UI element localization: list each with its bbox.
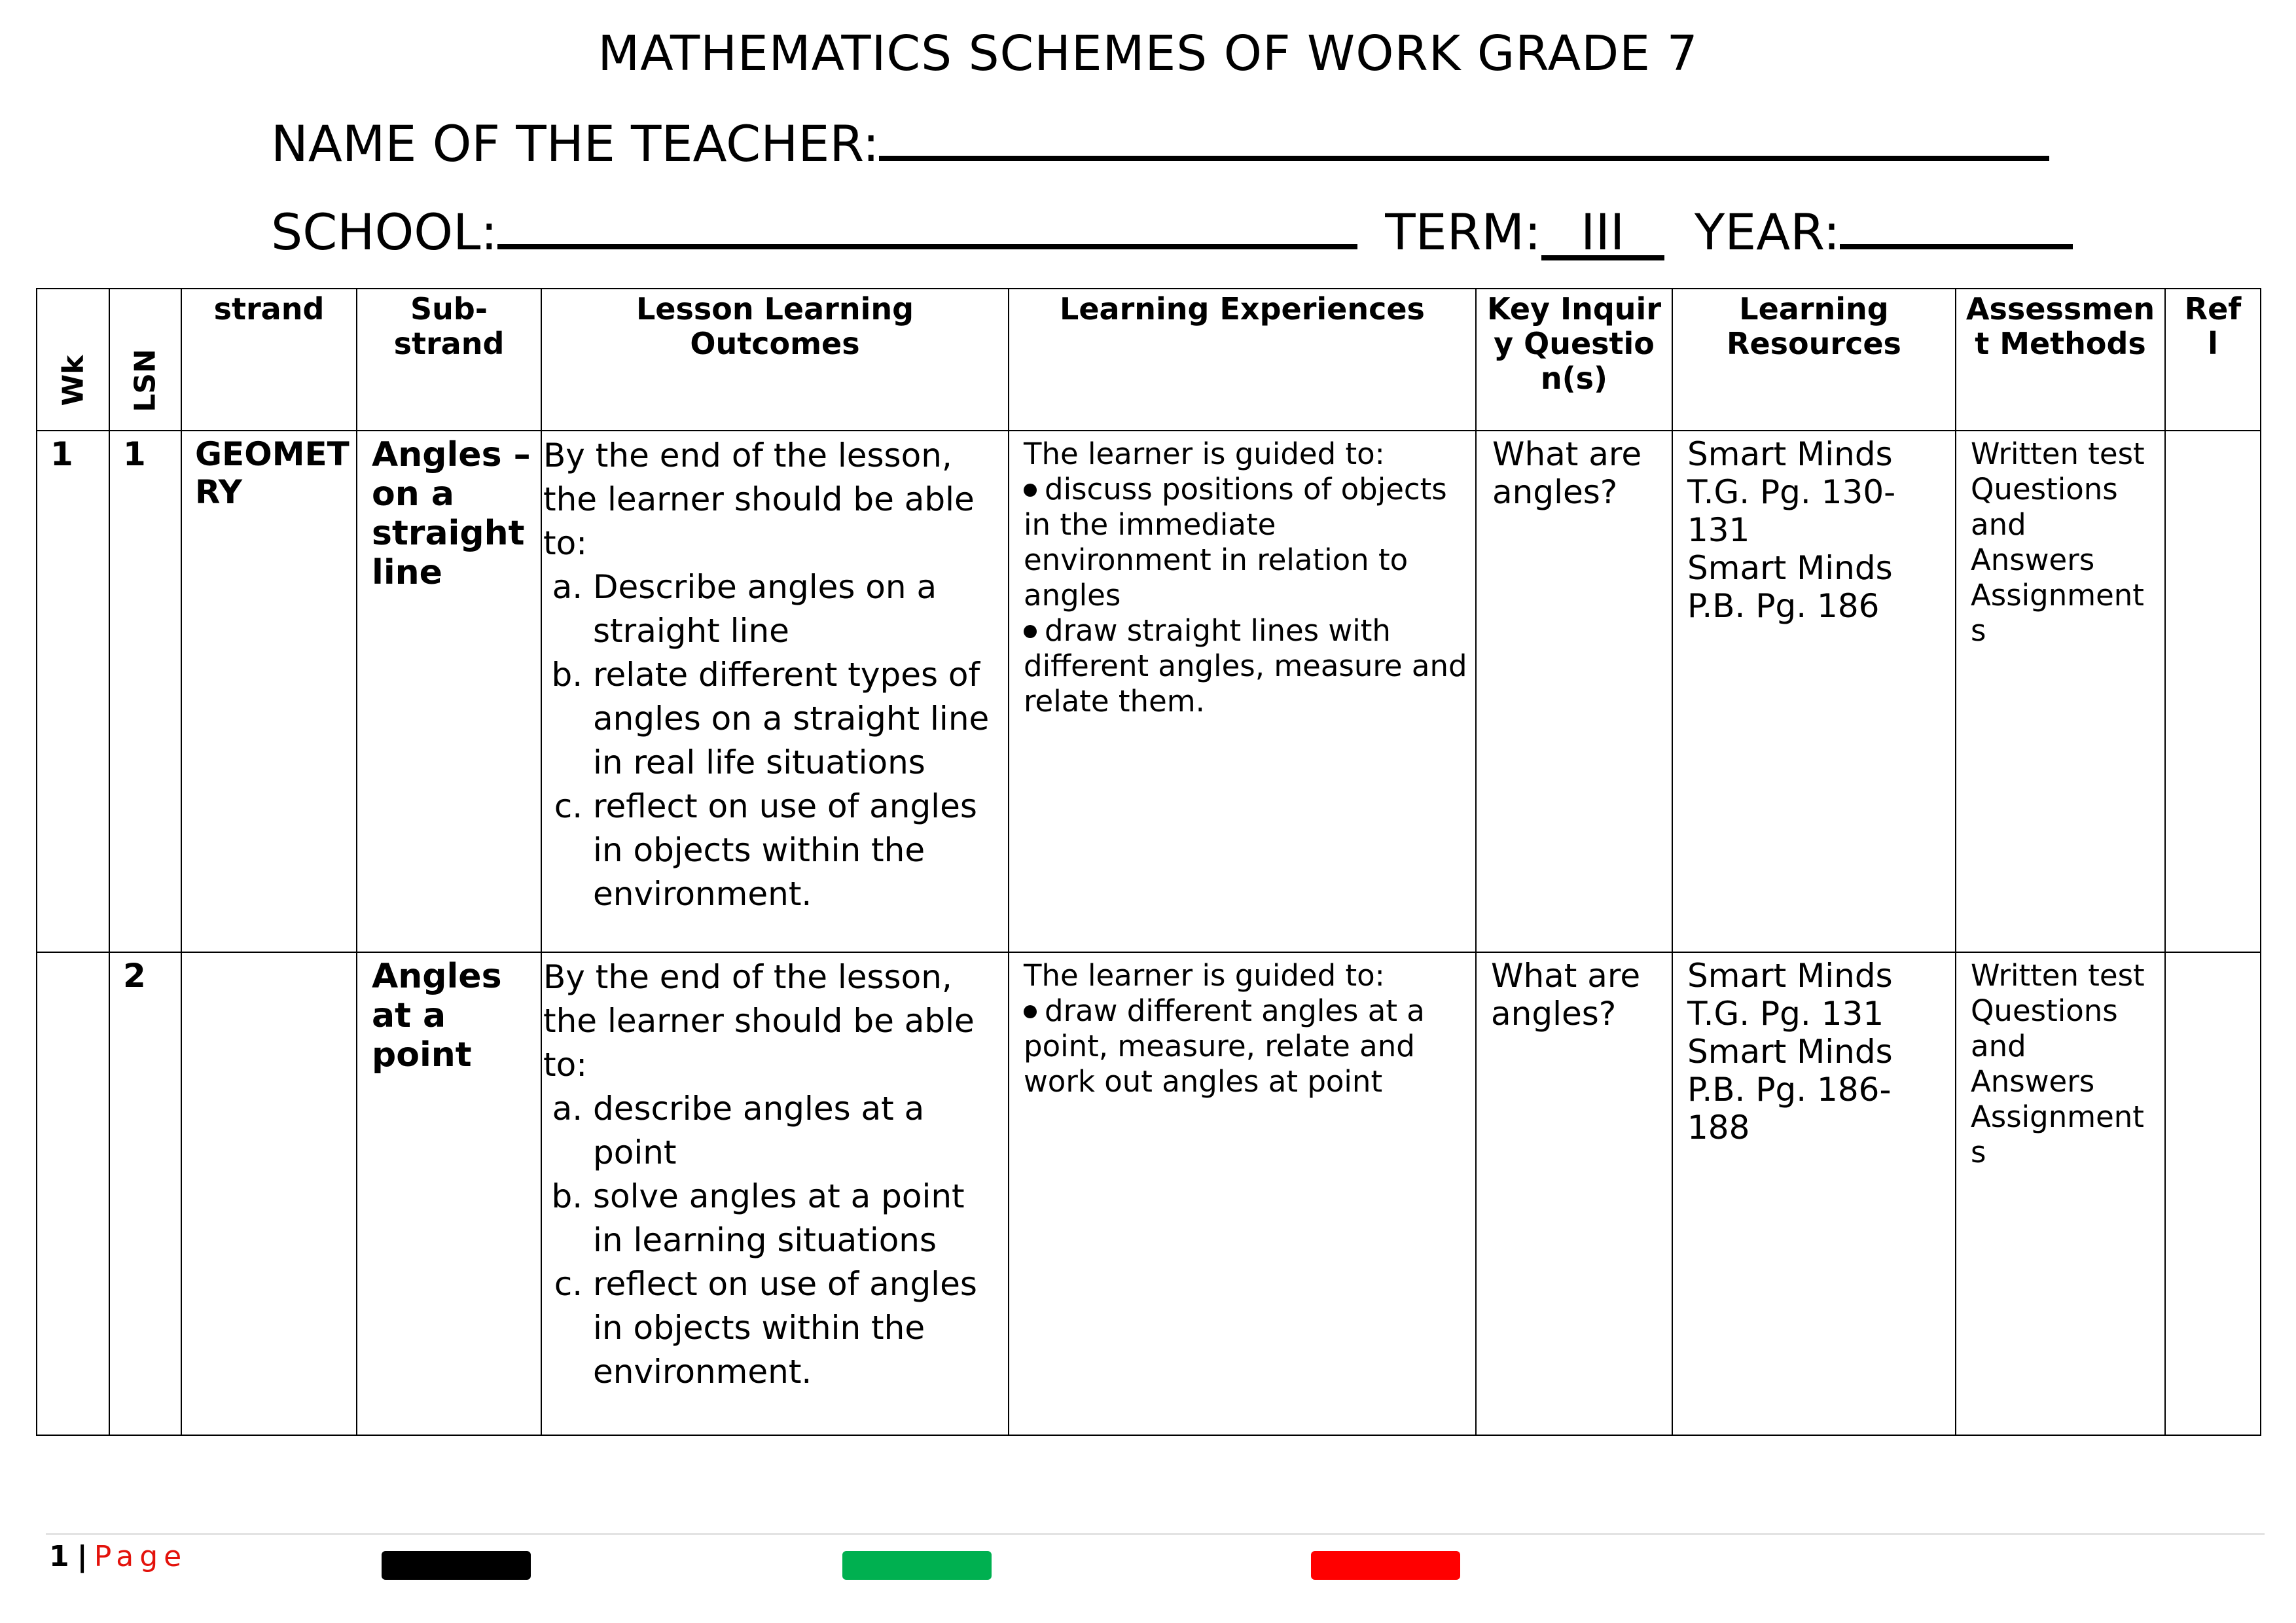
header-outcomes: Lesson Learning Outcomes xyxy=(541,289,1009,431)
assessment-item: Questions and Answers xyxy=(1971,472,2118,577)
inquiry-cell: What are angles? xyxy=(1476,952,1672,1435)
assessment-item: Questions and Answers xyxy=(1971,993,2118,1099)
term-label: TERM: xyxy=(1385,203,1541,261)
table-header-row xyxy=(37,289,2261,431)
strand-cell xyxy=(181,952,357,1435)
outcomes-cell xyxy=(541,431,1009,952)
table-row xyxy=(37,952,2261,1435)
bullet-dot-icon xyxy=(1024,484,1037,497)
term-value: III xyxy=(1541,209,1664,260)
strand-cell: GEOMETRY xyxy=(181,431,357,952)
outcome-item: a. Describe angles on a straight line xyxy=(593,565,994,653)
outcome-item: a. describe angles at a point xyxy=(593,1087,994,1175)
year-blank xyxy=(1840,198,2073,249)
teacher-line xyxy=(271,110,2049,173)
header-strand: strand xyxy=(181,289,357,431)
assessment-cell xyxy=(1956,431,2165,952)
assessment-item: Written test xyxy=(1971,437,2145,471)
school-term-year-line xyxy=(271,198,2073,262)
header-wk-label: Wk xyxy=(56,355,90,406)
teacher-name-blank xyxy=(879,110,2049,161)
outcomes-intro: By the end of the lesson, the learner should be able to: xyxy=(543,958,975,1084)
bullet-dot-icon xyxy=(1024,1005,1037,1018)
page-separator: | xyxy=(77,1540,88,1573)
outcomes-cell xyxy=(541,952,1009,1435)
lsn-cell: 2 xyxy=(109,952,181,1435)
resource-item: Smart Minds T.G. Pg. 131 xyxy=(1687,957,1893,1033)
document-title: MATHEMATICS SCHEMES OF WORK GRADE 7 xyxy=(598,26,1698,82)
assessment-item: Assignments xyxy=(1971,1099,2144,1169)
experiences-cell xyxy=(1009,952,1476,1435)
header-lsn-label: LSN xyxy=(128,349,162,412)
experience-text: draw different angles at a point, measure, relate and work out angles at point xyxy=(1024,993,1425,1099)
page-label: Page xyxy=(94,1540,188,1573)
table-row xyxy=(37,431,2261,952)
experiences-intro: The learner is guided to: xyxy=(1024,958,1385,993)
black-color-swatch xyxy=(382,1551,531,1580)
outcome-item: c. reflect on use of angles in objects within the environment. xyxy=(593,1262,994,1394)
assessment-cell xyxy=(1956,952,2165,1435)
experience-text: draw straight lines with different angles, measure and relate them. xyxy=(1024,613,1467,719)
substrand-cell: Angles at a point xyxy=(357,952,541,1435)
experience-item xyxy=(1024,993,1467,1099)
experiences-cell xyxy=(1009,431,1476,952)
header-wk xyxy=(37,289,109,431)
header-assessment: Assessment Methods xyxy=(1956,289,2165,431)
substrand-cell: Angles – on a straight line xyxy=(357,431,541,952)
lsn-cell: 1 xyxy=(109,431,181,952)
page-footer xyxy=(49,1539,187,1575)
header-experiences: Learning Experiences xyxy=(1009,289,1476,431)
resources-cell xyxy=(1672,431,1956,952)
experience-text: discuss positions of objects in the immediate environment in relation to angles xyxy=(1024,472,1447,613)
assessment-item: Assignments xyxy=(1971,578,2144,648)
wk-cell: 1 xyxy=(37,431,109,952)
school-label: SCHOOL: xyxy=(271,203,498,261)
reflection-cell xyxy=(2165,952,2261,1435)
scheme-of-work-table xyxy=(36,288,2261,1436)
resources-cell xyxy=(1672,952,1956,1435)
green-color-swatch xyxy=(842,1551,992,1580)
school-name-blank xyxy=(497,198,1357,249)
experiences-intro: The learner is guided to: xyxy=(1024,437,1385,471)
outcome-item: b. solve angles at a point in learning situations xyxy=(593,1175,994,1262)
outcomes-list xyxy=(543,565,994,916)
bullet-dot-icon xyxy=(1024,625,1037,638)
outcomes-intro: By the end of the lesson, the learner should be able to: xyxy=(543,437,975,562)
experience-item xyxy=(1024,472,1467,613)
outcome-item: b. relate different types of angles on a straight line in real life situations xyxy=(593,653,994,785)
red-color-swatch xyxy=(1311,1551,1460,1580)
experience-item xyxy=(1024,613,1467,719)
resource-item: Smart Minds P.B. Pg. 186 xyxy=(1687,549,1893,625)
header-resources: Learning Resources xyxy=(1672,289,1956,431)
resource-item: Smart Minds T.G. Pg. 130-131 xyxy=(1687,435,1896,549)
header-reflection: Refl xyxy=(2165,289,2261,431)
year-label: YEAR: xyxy=(1694,203,1840,261)
wk-cell xyxy=(37,952,109,1435)
page-number: 1 xyxy=(49,1540,69,1573)
outcomes-list xyxy=(543,1087,994,1394)
outcome-item: c. reflect on use of angles in objects within the environment. xyxy=(593,785,994,916)
header-lsn xyxy=(109,289,181,431)
footer-divider xyxy=(46,1533,2265,1535)
header-substrand: Sub-strand xyxy=(357,289,541,431)
assessment-item: Written test xyxy=(1971,958,2145,993)
teacher-label: NAME OF THE TEACHER: xyxy=(271,115,880,173)
header-inquiry: Key Inquiry Question(s) xyxy=(1476,289,1672,431)
inquiry-cell: What are angles? xyxy=(1476,431,1672,952)
resource-item: Smart Minds P.B. Pg. 186-188 xyxy=(1687,1033,1893,1147)
reflection-cell xyxy=(2165,431,2261,952)
